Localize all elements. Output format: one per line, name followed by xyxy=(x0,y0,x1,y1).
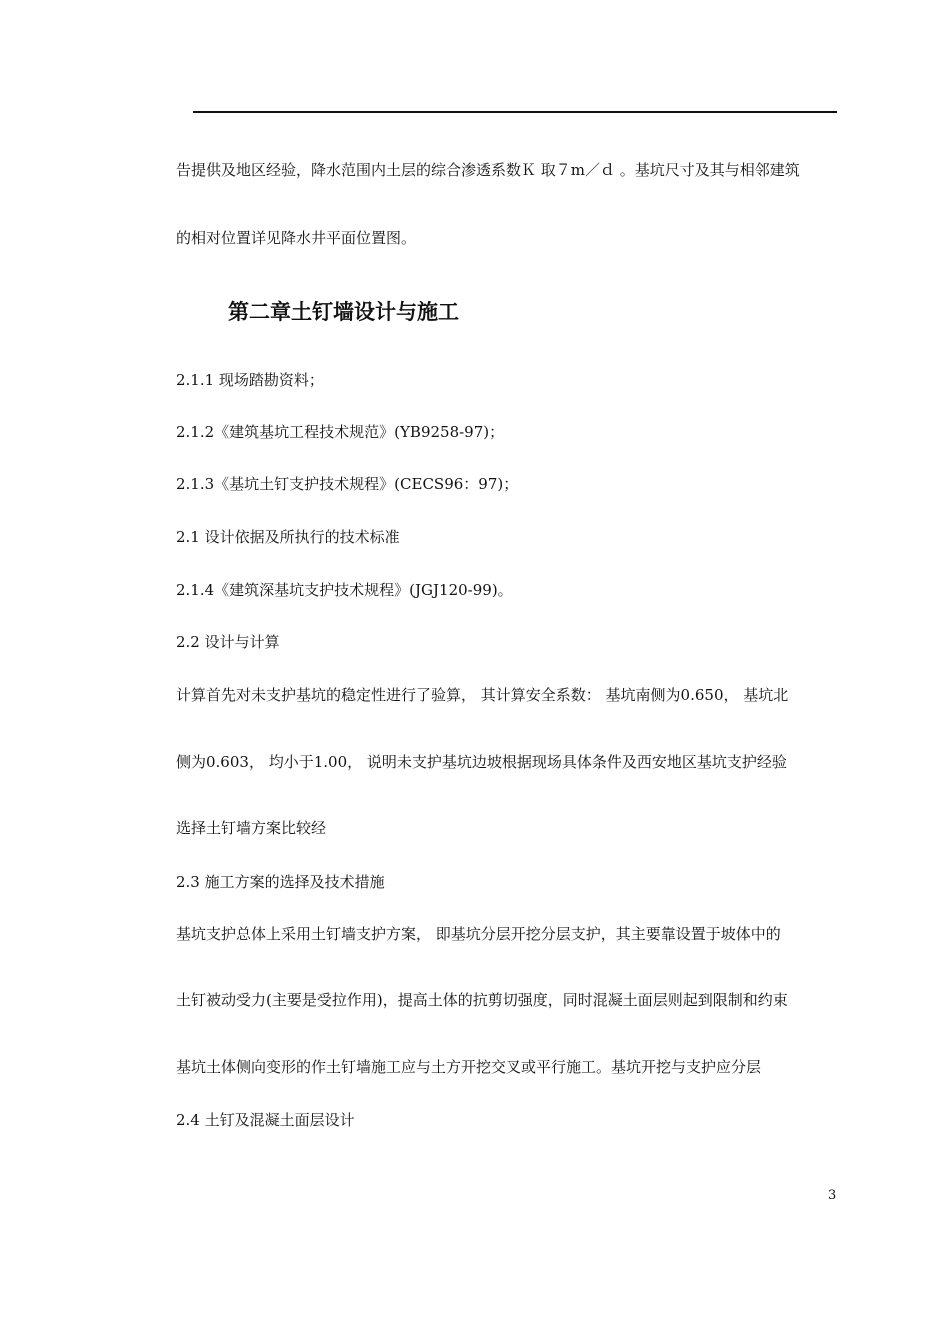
header-rule xyxy=(193,111,837,113)
item-2-1-2: 2.1.2《建筑基坑工程技术规范》(YB9258-97)； xyxy=(176,423,505,441)
item-2-1-1: 2.1.1 现场踏勘资料； xyxy=(176,371,324,389)
calc-line-3: 选择土钉墙方案比较经 xyxy=(176,819,327,837)
item-2-1: 2.1 设计依据及所执行的技术标准 xyxy=(176,528,400,546)
chapter-title: 第二章土钉墙设计与施工 xyxy=(228,300,459,324)
page-number: 3 xyxy=(828,1188,837,1203)
plan-line-2: 土钉被动受力(主要是受拉作用)，提高土体的抗剪切强度，同时混凝土面层则起到限制和约束 xyxy=(176,991,788,1009)
section-2-3: 2.3 施工方案的选择及技术措施 xyxy=(176,873,385,891)
item-2-2: 2.2 设计与计算 xyxy=(176,633,280,651)
item-2-1-3: 2.1.3《基坑土钉支护技术规程》(CECS96：97)； xyxy=(176,475,519,493)
calc-line-2: 侧为0.603， 均小于1.00， 说明未支护基坑边坡根据现场具体条件及西安地区基坑支护经验 xyxy=(176,753,787,771)
plan-line-3: 基坑土体侧向变形的作土钉墙施工应与土方开挖交叉或平行施工。基坑开挖与支护应分层 xyxy=(176,1058,762,1076)
intro-line-2: 的相对位置详见降水井平面位置图。 xyxy=(176,229,417,247)
item-2-1-4: 2.1.4《建筑深基坑支护技术规程》(JGJ120-99)。 xyxy=(176,581,513,599)
plan-line-1: 基坑支护总体上采用土钉墙支护方案， 即基坑分层开挖分层支护，其主要靠设置于坡体中的 xyxy=(176,925,781,943)
section-2-4: 2.4 土钉及混凝土面层设计 xyxy=(176,1111,355,1129)
intro-line-1: 告提供及地区经验，降水范围内土层的综合渗透系数Ｋ 取７m／ｄ 。基坑尺寸及其与相邻建筑 xyxy=(176,161,800,179)
calc-line-1: 计算首先对未支护基坑的稳定性进行了验算， 其计算安全系数： 基坑南侧为0.650， 基坑北 xyxy=(176,686,789,704)
